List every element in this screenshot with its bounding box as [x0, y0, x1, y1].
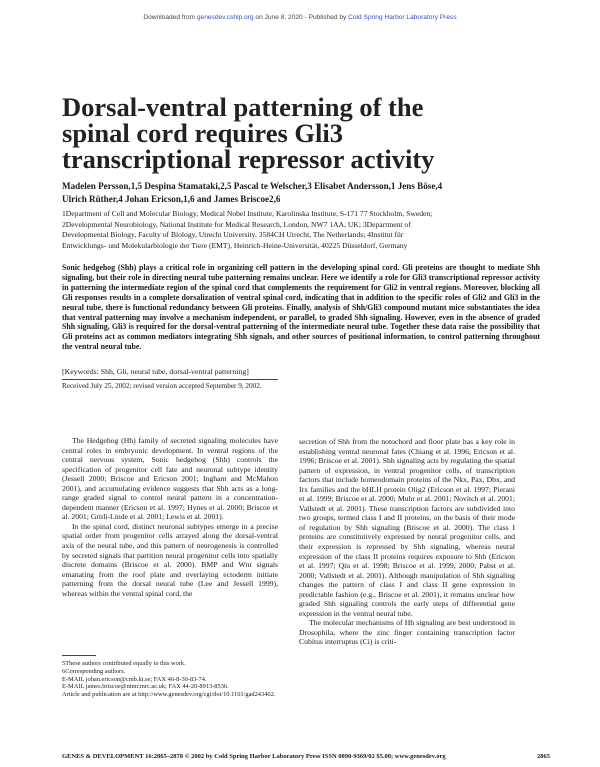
keywords: [Keywords: Shh, Gli, neural tube, dorsal-ventral patterning]: [62, 367, 249, 376]
footnote: Article and publication are at http://www.genesdev.org/cgi/doi/10.1101/gad243402.: [62, 691, 276, 699]
download-banner: [0, 14, 600, 21]
affiliations: [62, 209, 562, 251]
footnotes: [62, 660, 278, 699]
footnote: E-MAIL johan.ericson@cmb.ki.se; FAX 46-8-30-83-74.: [62, 675, 207, 683]
paragraph: In the spinal cord, distinct neuronal subtypes emerge in a precise spatial order from progenitor cells arrayed along the dorsal-ventral axis of the neural tube, and this pattern of neurogenesis is controlled by secreted signals that partition neural progenitor cells into spatially discrete domains (Briscoe et al. 2000). BMP and Wnt signals emanating from the roof plate and overlaying ectoderm initiate patterning from the dorsal neural tube (Lee and Jessell 1999), whereas within the ventral spinal cord, the: [62, 521, 278, 598]
authors-line-2: Ulrich Rüther,4 Johan Ericson,1,6 and James Briscoe2,6: [62, 193, 281, 204]
paragraph: The Hedgehog (Hh) family of secreted signaling molecules have central roles in embryonic development. In ventral regions of the central nervous system, Sonic hedgehog (Shh) controls the specification of progenitor cell fate and neuronal subtype identity (Jessell 2000; Briscoe and Ericson 2001; Ingham and McMahon 2001), and accumulating evidence suggests that Shh acts as a long-range graded signal to control neural pattern in a concentration-dependent manner (Ericson et al. 1997; Hynes et al. 2000; Briscoe et al. 2001; Gritli-Linde et al. 2001; Lewis et al. 2001).: [62, 436, 278, 522]
divider: [62, 379, 278, 380]
site-link[interactable]: genesdev.cshlp.org: [196, 14, 254, 21]
affiliation-line: Entwicklungs- und Molekularbiologie der Tiere (EMT), Heinrich-Heine-Universität, 40225 Düsseldorf, Germany: [62, 240, 408, 250]
affiliation-line: 2Developmental Neurobiology, National Institute for Medical Research, London, NW7 1AA, UK; 3Department of: [62, 219, 411, 229]
footnote-divider: [62, 655, 96, 656]
article-title: Dorsal-ventral patterning of the spinal cord requires Gli3 transcriptional repressor activity: [62, 92, 435, 174]
author-list: [62, 180, 562, 205]
received-dates: Received July 25, 2002; revised version accepted September 9, 2002.: [62, 382, 262, 390]
page-number: 2865: [537, 753, 550, 760]
body-column-right: [299, 437, 515, 647]
download-prefix: Downloaded from: [143, 14, 197, 21]
authors-line-1: Madelen Persson,1,5 Despina Stamataki,2,5 Pascal te Welscher,3 Elisabet Andersson,1 Jens Böse,4: [62, 181, 443, 191]
affiliation-line: 1Department of Cell and Molecular Biology, Medical Nobel Institute, Karolinska Institute, S-171 77 Stockholm, Sweden;: [62, 209, 433, 218]
page-footer: [62, 753, 550, 760]
paragraph: The molecular mechanisms of Hh signaling are best understood in Drosophila, where the zinc finger containing transcription factor Cubitus interruptus (Ci) is criti-: [299, 618, 515, 647]
body-column-left: [62, 436, 278, 598]
footnote: E-MAIL james.briscoe@nimr.mrc.ac.uk; FAX 44-20-8913-8536.: [62, 683, 229, 691]
paragraph: secretion of Shh from the notochord and floor plate has a key role in establishing ventral neuronal fates (Chiang et al. 1996; Ericson et al. 1996; Briscoe et al. 2001). Shh signaling acts by regulating the spatial pattern of expression, in ventral progenitor cells, of transcription factors that include homeodomain proteins of the Nkx, Pax, Dbx, and Irx families and the bHLH protein Olig2 (Ericson et al. 1997; Pierani et al. 1999; Briscoe et al. 2000; Muhr et al. 2001; Novitch et al. 2001; Vallstedt et al. 2001). These transcription factors are subdivided into two groups, termed class I and II proteins, on the basis of their mode of regulation by Shh signaling (Briscoe et al. 2000). The class I proteins are constitutively expressed by neural progenitor cells, and their expression is repressed by Shh signaling, whereas neural expression of the class II proteins requires exposure to Shh (Ericson et al. 1997; Qiu et al. 1998; Briscoe et al. 1999, 2000; Pabst et al. 2000; Vallstedt et al. 2001). Although manipulation of Shh signaling changes the pattern of class I and class II gene expression in predictable fashion (e.g., Briscoe et al. 2001), it remains unclear how graded Shh signaling controls the early steps of differential gene expression in the ventral neural tube.: [299, 437, 515, 618]
affiliation-line: Developmental Biology, Faculty of Biology, Utrecht University, 3584CH Utrecht, The Netherlands; 4Institut für: [62, 230, 404, 240]
publisher-link[interactable]: Cold Spring Harbor Laboratory Press: [348, 14, 457, 21]
download-middle: on June 8, 2020 - Published by: [253, 14, 349, 21]
abstract: Sonic hedgehog (Shh) plays a critical role in organizing cell pattern in the developing spinal cord. Gli proteins are thought to mediate Shh signaling, but their role in directing neural tube patterning remains unclear. Here we identify a role for Gli3 transcriptional repressor activity in patterning the intermediate region of the spinal cord that complements the requirement for Gli2 in ventral regions. Moreover, blocking all Gli responses results in a complete dorsalization of ventral spinal cord, indicating that in addition to the specific roles of Gli2 and Gli3 in the neural tube, there is functional redundancy between Gli proteins. Finally, analysis of Shh/Gli3 compound mutant mice substantiates the idea that ventral patterning may involve a mechanism independent, or parallel, to graded Shh signaling. However, even in the absence of graded Shh signaling, Gli3 is required for the dorsal-ventral patterning of the intermediate neural tube. Together these data raise the possibility that Gli proteins act as common mediators integrating Shh signals, and other sources of positional information, to control patterning throughout the ventral neural tube.: [62, 263, 540, 352]
footnote: 5These authors contributed equally to this work.: [62, 660, 186, 667]
footnote: 6Corresponding authors.: [62, 667, 126, 675]
journal-citation: GENES & DEVELOPMENT 16:2865–2878 © 2002 by Cold Spring Harbor Laboratory Press ISSN 0890-9369/02 $5.00; www.genesdev.org: [62, 753, 446, 760]
